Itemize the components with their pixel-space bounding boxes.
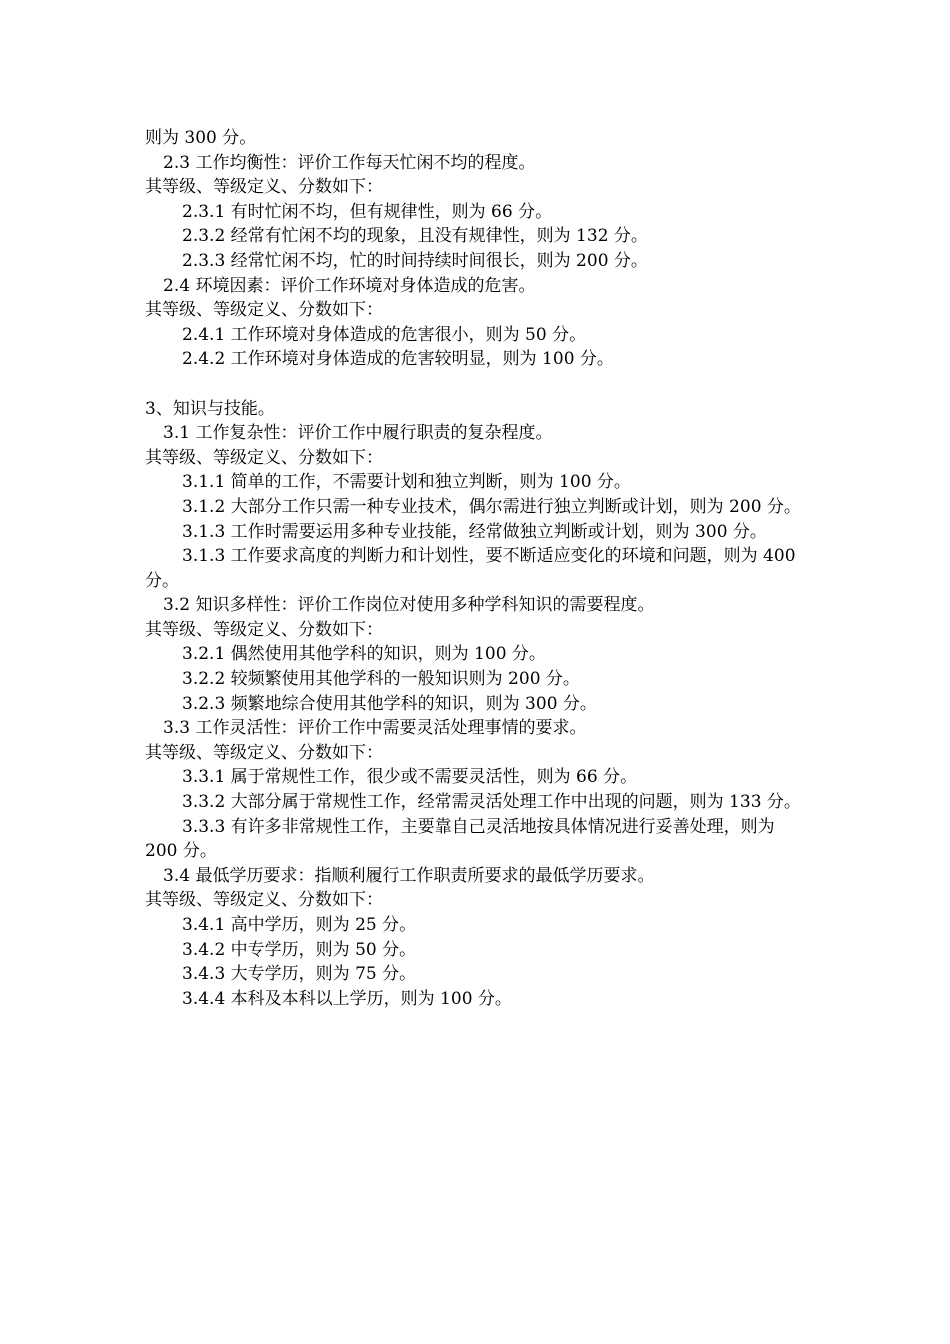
list-item: 3.1.2 大部分工作只需一种专业技术，偶尔需进行独立判断或计划，则为 200 分。: [182, 496, 801, 517]
list-item: 3.4.1 高中学历，则为 25 分。: [182, 915, 417, 935]
text-line: 其等级、等级定义、分数如下：: [145, 742, 383, 763]
list-item: 2.3.3 经常忙闲不均，忙的时间持续时间很长，则为 200 分。: [182, 250, 648, 271]
list-item: 3.3.2 大部分属于常规性工作，经常需灵活处理工作中出现的问题，则为 133 分。: [182, 792, 801, 813]
text-line: 其等级、等级定义、分数如下：: [145, 619, 383, 640]
list-item: 3.4.2 中专学历，则为 50 分。: [182, 939, 417, 960]
section-heading: 3.1 工作复杂性：评价工作中履行职责的复杂程度。: [163, 423, 553, 444]
list-item: 2.4.1 工作环境对身体造成的危害很小，则为 50 分。: [182, 324, 587, 345]
text-line: 其等级、等级定义、分数如下：: [145, 890, 383, 911]
section-heading: 3.2 知识多样性：评价工作岗位对使用多种学科知识的需要程度。: [163, 595, 655, 616]
list-item: 3.1.3 工作时需要运用多种专业技能，经常做独立判断或计划，则为 300 分。: [182, 521, 767, 542]
list-item: 2.3.2 经常有忙闲不均的现象，且没有规律性，则为 132 分。: [182, 226, 648, 247]
document-body: [145, 126, 810, 1011]
list-item: 2.4.2 工作环境对身体造成的危害较明显，则为 100 分。: [182, 349, 614, 370]
section-heading: 3.4 最低学历要求：指顺利履行工作职责所要求的最低学历要求。: [163, 865, 655, 886]
list-item: 3.4.4 本科及本科以上学历，则为 100 分。: [182, 988, 512, 1009]
text-line: 其等级、等级定义、分数如下：: [145, 177, 383, 198]
section-heading: 2.3 工作均衡性：评价工作每天忙闲不均的程度。: [163, 152, 536, 173]
list-item: 3.4.3 大专学历，则为 75 分。: [182, 964, 417, 985]
list-item: 3.2.1 偶然使用其他学科的知识，则为 100 分。: [182, 644, 546, 665]
list-item: 3.1.3 工作要求高度的判断力和计划性，要不断适应变化的环境和问题，则为 400 分。: [145, 546, 796, 591]
section-heading: 2.4 环境因素：评价工作环境对身体造成的危害。: [163, 275, 536, 296]
text-line: 其等级、等级定义、分数如下：: [145, 447, 383, 468]
section-heading: 3.3 工作灵活性：评价工作中需要灵活处理事情的要求。: [163, 718, 587, 739]
list-item: 2.3.1 有时忙闲不均，但有规律性，则为 66 分。: [182, 201, 553, 222]
list-item: 3.3.3 有许多非常规性工作，主要靠自己灵活地按具体情况进行妥善处理，则为 200 分。: [145, 816, 775, 862]
text-line: 则为 300 分。: [145, 128, 257, 148]
list-item: 3.1.1 简单的工作，不需要计划和独立判断，则为 100 分。: [182, 472, 631, 493]
list-item: 3.2.2 较频繁使用其他学科的一般知识则为 200 分。: [182, 669, 580, 690]
list-item: 3.3.1 属于常规性工作，很少或不需要灵活性，则为 66 分。: [182, 767, 638, 788]
chapter-heading: 3、知识与技能。: [145, 398, 275, 419]
list-item: 3.2.3 频繁地综合使用其他学科的知识，则为 300 分。: [182, 693, 597, 714]
text-line: 其等级、等级定义、分数如下：: [145, 300, 383, 321]
blank-line: [145, 372, 810, 397]
